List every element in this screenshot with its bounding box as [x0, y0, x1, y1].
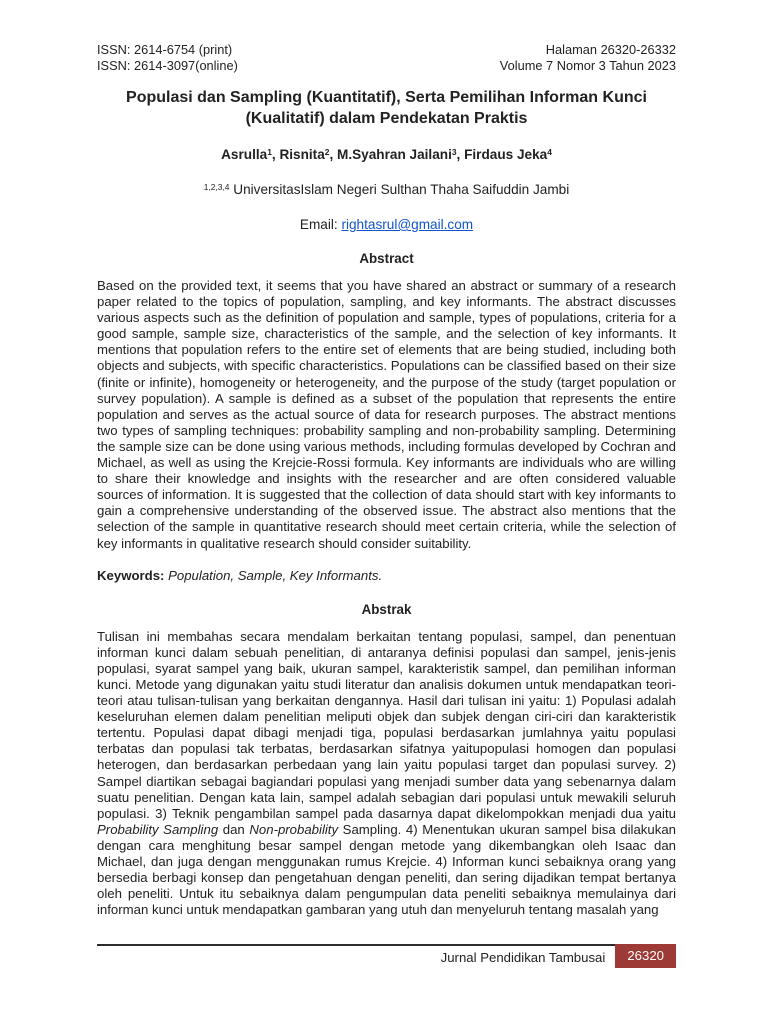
text-run: Probability Sampling	[97, 821, 219, 837]
issn-print: ISSN: 2614-6754 (print)	[97, 42, 233, 57]
journal-name: Jurnal Pendidikan Tambusai	[440, 950, 606, 965]
text-run: 4	[547, 147, 552, 158]
journal-header	[97, 42, 676, 74]
volume-info: Volume 7 Nomor 3 Tahun 2023	[499, 58, 676, 73]
authors-line	[97, 146, 676, 163]
issn-online: ISSN: 2614-3097(online)	[97, 58, 238, 73]
text-run: Tulisan ini membahas secara mendalam berkaitan tentang populasi, sampel, dan penentuan informan kunci dalam sebuah penelitian, di antaranya definisi populasi dan sampel, jenis-jenis populasi, syarat sampel yang baik, ukuran sampel, karakteristik sampel, dan pemilihan informan kunci. Metode yang digunakan yaitu studi literatur dan analisis dokumen untuk mendapatkan teori-teori atau tulisan-tulisan yang berkaitan dengannya. Hasil dari tulisan ini yaitu: 1) Populasi adalah keseluruhan elemen dalam penelitian meliputi objek dan subjek dengan ciri-ciri dan karakteristik tertentu. Populasi dapat dibagi menjadi tiga, populasi berdasarkan jumlahnya yaitu populasi terbatas dan populasi tak terbatas, berdasarkan sifatnya yaitupopulasi homogen dan populasi heterogen, dan berdasarkan perbedaan yang lain yaitu populasi target dan populasi survey. 2) Sampel diartikan sebagai bagiandari populasi yang menjadi sumber data yang sebenarnya dalam suatu penelitian. Dengan kata lain, sampel adalah sebagian dari populasi untuk mewakili seluruh populasi. 3) Teknik pengambilan sampel pada dasarnya dapat dikelompokkan menjadi dua yaitu	[97, 628, 676, 821]
text-run: Asrulla	[221, 147, 268, 162]
text-run: 1,2,3,4	[203, 182, 230, 193]
text-run: 1	[267, 147, 272, 158]
text-run: Sampling. 4) Menentukan ukuran sampel bisa dilakukan dengan cara menghitung besar sampel dengan metode yang dikembangkan oleh Isaac dan Michael, dan juga dengan menggunakan rumus Krejcie. 4) Informan kunci sebaiknya orang yang bersedia berbagi konsep dan pengetahuan dengan peneliti, dan sering dijadikan tempat bertanya oleh peneliti. Untuk itu sebaiknya dalam pengumpulan data peneliti sebaiknya memulainya dari informan kunci untuk mendapatkan gambaran yang utuh dan menyeluruh tentang masalah yang	[97, 821, 676, 918]
page-footer	[97, 944, 676, 968]
abstract-paragraph: Based on the provided text, it seems that you have shared an abstract or summary of a research paper related to the topics of population, sampling, and key informants. The abstract discusses various aspects such as the definition of population and sample, types of populations, criteria for a good sample, sample size, characteristics of the sample, and the selection of key informants. It mentions that population refers to the entire set of elements that are being studied, including both objects and subjects, with specific characteristics. Populations can be classified based on their size (finite or infinite), homogeneity or heterogeneity, and the purpose of the study (target population or survey population). A sample is defined as a subset of the population that represents the entire population and serves as the actual source of data for research purposes. The abstract mentions two types of sampling techniques: probability sampling and non-probability sampling. Determining the sample size can be done using various methods, including formulas developed by Cochran and Michael, as well as using the Krejcie-Rossi formula. Key informants are individuals who are willing to share their knowledge and insights with the researcher and are often considered valuable sources of information. It is suggested that the collection of data should start with key informants to gain a comprehensive understanding of the observed issue. The abstract also mentions that the selection of the sample in quantitative research should meet certain criteria, while the selection of key informants in qualitative research should consider suitability.	[97, 278, 676, 551]
volume-block	[500, 42, 676, 74]
text-run: Population, Sample, Key Informants.	[164, 567, 383, 583]
text-run: Keywords:	[97, 567, 165, 583]
text-run: UniversitasIslam Negeri Sulthan Thaha Saifuddin Jambi	[229, 182, 570, 197]
text-run: Non-probability	[249, 821, 339, 837]
article-title: Populasi dan Sampling (Kuantitatif), Serta Pemilihan Informan Kunci (Kualitatif) dalam Pendekatan Praktis	[126, 89, 647, 127]
issn-block	[97, 42, 238, 74]
text-run: 2	[324, 147, 330, 158]
text-run: , M.Syahran Jailani	[329, 147, 452, 162]
text-run: 3	[451, 147, 457, 158]
affiliation-line	[97, 181, 676, 198]
text-run: dan	[218, 821, 250, 837]
email-link[interactable]: rightasrul@gmail.com	[341, 217, 474, 232]
page-number-badge: 26320	[615, 944, 676, 968]
text-run: , Firdaus Jeka	[456, 147, 548, 162]
text-run: , Risnita	[271, 147, 325, 162]
abstrak-paragraph	[97, 629, 676, 919]
abstrak-heading: Abstrak	[361, 601, 412, 617]
text-run: Email:	[299, 217, 342, 232]
abstract-heading: Abstract	[359, 251, 414, 266]
email-line	[97, 216, 676, 233]
page-range: Halaman 26320-26332	[545, 42, 676, 57]
keywords-line	[97, 568, 676, 584]
